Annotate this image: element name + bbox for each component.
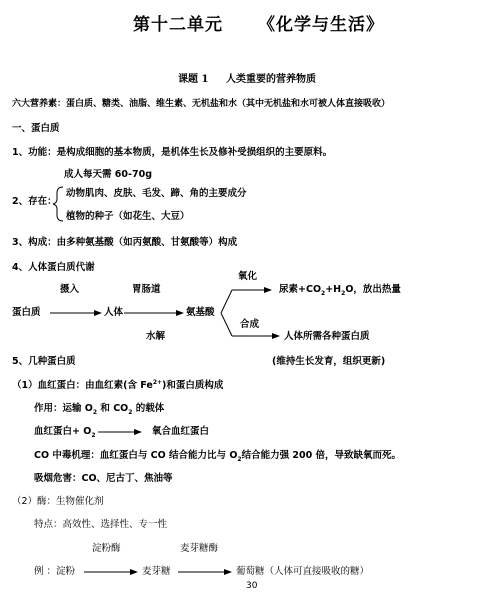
reaction-right: 氧合血红蛋白 (152, 426, 210, 437)
lesson-title: 人类重要的营养物质 (226, 74, 316, 85)
section-proteins-heading: 5、几种蛋白质 (12, 356, 76, 367)
node-protein: 蛋白质 (12, 307, 41, 318)
label-oxidation: 氧化 (238, 271, 258, 282)
lesson-number: 课题 1 (178, 74, 209, 85)
enzyme-traits: 特点：高效性、选择性、专一性 (34, 519, 168, 530)
co-poisoning-line: CO 中毒机理：血红蛋白与 CO 结合能力比与 $O_2$结合能力强 200 倍，导致缺氧而死。 (34, 450, 402, 463)
intro-line: 六大营养素：蛋白质、糖类、油脂、维生素、无机盐和水（其中无机盐和水可被人体直接吸收） (12, 99, 391, 109)
label-maltase: 麦芽糖酶 (180, 543, 219, 554)
daily-need: 成人每天需 60-70g (64, 169, 152, 180)
hemoglobin-line: （1）血红蛋白：由血红素(含 $Fe^{2+}$)和蛋白质构成 (12, 378, 224, 391)
node-body: 人体 (104, 307, 124, 318)
synthesis-product: 人体所需各种蛋白质 (284, 331, 370, 342)
page-number: 30 (246, 581, 258, 591)
label-hydrolysis: 水解 (146, 331, 166, 342)
existence-item-animal: 动物肌肉、皮肤、毛发、蹄、角的主要成分 (66, 188, 247, 199)
hemoglobin-role: 作用：运输 $O_2$ 和 $CO_2$ 的载体 (34, 403, 165, 416)
example-glucose: 葡萄糖（人体可直接吸收的糖） (236, 566, 370, 577)
unit-title: 第十二单元 (133, 15, 223, 35)
label-synthesis: 合成 (240, 319, 260, 330)
label-amylase: 淀粉酶 (92, 543, 121, 554)
topic-title: 《化学与生活》 (258, 15, 384, 35)
section-proteins-note: (维持生长发育，组织更新) (272, 356, 386, 367)
smoking-harm-line: 吸烟危害：CO、尼古丁、焦油等 (34, 473, 173, 484)
oxidation-product: 尿素$+CO_2+H_2O$，放出热量 (279, 284, 401, 297)
example-starch: 例 ：淀粉 (34, 566, 76, 577)
composition-line: 3、构成：由多种氨基酸（如丙氨酸、甘氨酸等）构成 (12, 237, 238, 248)
label-ingest: 摄入 (60, 284, 80, 295)
existence-item-plant: 植物的种子（如花生、大豆） (66, 211, 190, 222)
metabolism-heading: 4、人体蛋白质代谢 (12, 262, 95, 273)
existence-label: 2、存在： (12, 196, 57, 207)
section-protein-heading: 一、蛋白质 (12, 123, 60, 134)
label-gi-tract: 胃肠道 (132, 284, 161, 295)
node-amino-acid: 氨基酸 (186, 307, 215, 318)
enzyme-heading: （2）酶：生物催化剂 (12, 496, 104, 507)
function-line: 1、功能：是构成细胞的基本物质，是机体生长及修补受损组织的主要原料。 (12, 147, 333, 158)
example-maltose: 麦芽糖 (142, 566, 171, 577)
reaction-left: 血红蛋白+ $O_2$ (34, 426, 96, 439)
